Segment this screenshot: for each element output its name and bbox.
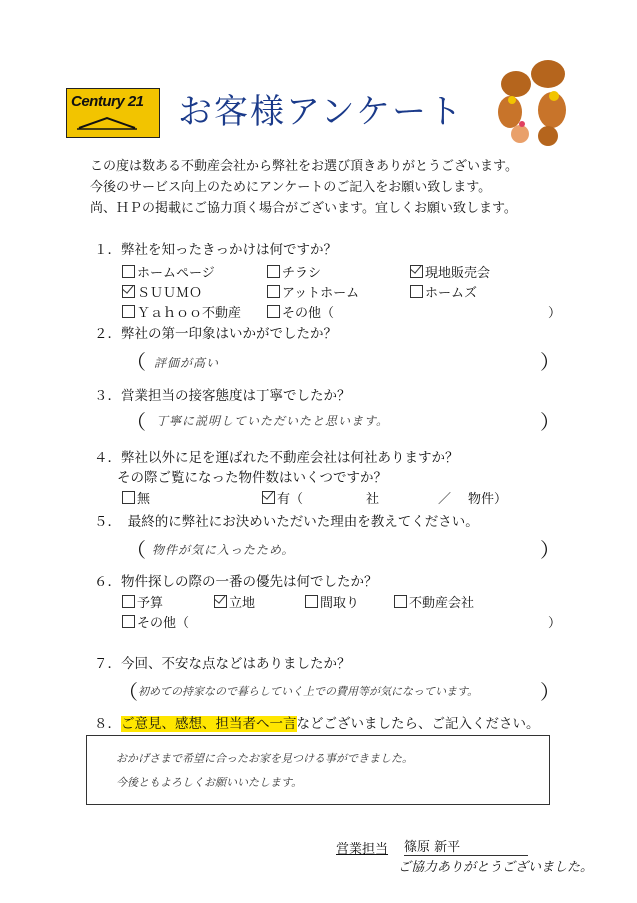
checkbox [122, 265, 135, 278]
paren-open: （ [118, 680, 138, 704]
q6-option: その他（ [122, 612, 189, 631]
checkbox [122, 615, 135, 628]
checkbox-checked [122, 285, 135, 298]
q1-option: ＳＵＵＭＯ [122, 282, 202, 301]
checkbox [122, 595, 135, 608]
q5-answer: 物件が気に入ったため。 [152, 543, 295, 557]
checkbox [410, 285, 423, 298]
q1-option: その他（ [267, 302, 334, 321]
q4-label-2: その際ご覧になった物件数はいくつですか？ [117, 470, 387, 486]
paren-close: ） [540, 538, 560, 562]
q8-answer-line-1: おかげさまで希望に合ったお家を見つける事ができました。 [116, 752, 413, 765]
q7-answer: 初めての持家なので暮らしていく上での費用等が気になっています。 [138, 685, 479, 698]
dog-mascot-icon [488, 52, 578, 150]
q3-label: ３．営業担当の接客態度は丁寧でしたか？ [94, 388, 351, 404]
paren-open: （ [126, 350, 146, 374]
checkbox [267, 305, 280, 318]
logo-text: Century 21 [71, 93, 144, 110]
checkbox [267, 265, 280, 278]
q6-option: 間取り [305, 592, 359, 611]
staff-label: 営業担当 [336, 842, 389, 857]
paren-open: （ [126, 410, 146, 434]
q6-option: 立地 [214, 592, 255, 611]
checkbox [394, 595, 407, 608]
q1-other-close: ） [548, 306, 562, 321]
q1-option: アットホーム [267, 282, 359, 301]
q8-label: ８．ご意見、感想、担当者へ一言などございましたら、ご記入ください。 [94, 716, 540, 732]
free-comment-box [86, 735, 550, 805]
intro-line-1: この度は数ある不動産会社から弊社をお選び頂きありがとうございます。 [90, 159, 518, 174]
checkbox-checked [262, 491, 275, 504]
intro-line-3: 尚、ＨＰの掲載にご協力頂く場合がございます。宜しくお願い致します。 [90, 201, 517, 216]
q4-company-unit: 社 [366, 492, 380, 507]
paren-close: ） [540, 680, 560, 704]
paren-close: ） [540, 350, 560, 374]
q3-answer: 丁寧に説明していただいたと思います。 [156, 414, 390, 428]
intro-line-2: 今後のサービス向上のためにアンケートのご記入をお願い致します。 [90, 180, 492, 195]
century21-logo [66, 88, 160, 138]
thanks-text: ご協力ありがとうございました。 [398, 860, 594, 875]
q8-highlight: ご意見、感想、担当者へ一言 [121, 716, 297, 732]
checkbox [305, 595, 318, 608]
q4-property-unit: 物件） [468, 492, 508, 507]
checkbox-checked [214, 595, 227, 608]
q6-label: ６．物件探しの際の一番の優先は何でしたか？ [94, 574, 378, 590]
q1-option: チラシ [267, 262, 321, 281]
q1-option: Ｙａｈｏｏ不動産 [122, 302, 241, 321]
q1-option: 現地販売会 [410, 262, 490, 281]
q5-label: ５． 最終的に弊社にお決めいただいた理由を教えてください。 [94, 514, 479, 530]
q4-option-yes: 有（ [262, 488, 303, 507]
q4-label: ４．弊社以外に足を運ばれた不動産会社は何社ありますか？ [94, 450, 459, 466]
paren-open: （ [126, 538, 146, 562]
paren-close: ） [540, 410, 560, 434]
q1-label: １．弊社を知ったきっかけは何ですか？ [94, 242, 337, 258]
checkbox [267, 285, 280, 298]
page-title: お客様アンケート [178, 92, 464, 132]
staff-name: 篠原 新平 [404, 836, 528, 856]
q4-slash: ／ [438, 492, 452, 507]
q2-label: ２．弊社の第一印象はいかがでしたか？ [94, 326, 337, 342]
q7-label: ７．今回、不安な点などはありましたか？ [94, 656, 351, 672]
q6-option: 予算 [122, 592, 163, 611]
checkbox [122, 491, 135, 504]
q1-option: ホームページ [122, 262, 215, 281]
house-icon [77, 116, 137, 130]
checkbox-checked [410, 265, 423, 278]
q6-other-close: ） [548, 616, 562, 631]
q8-answer-line-2: 今後ともよろしくお願いいたします。 [116, 776, 303, 789]
q6-option: 不動産会社 [394, 592, 474, 611]
q2-answer: 評価が高い [154, 356, 220, 370]
checkbox [122, 305, 135, 318]
q1-option: ホームズ [410, 282, 477, 301]
q4-option-no: 無 [122, 488, 150, 507]
